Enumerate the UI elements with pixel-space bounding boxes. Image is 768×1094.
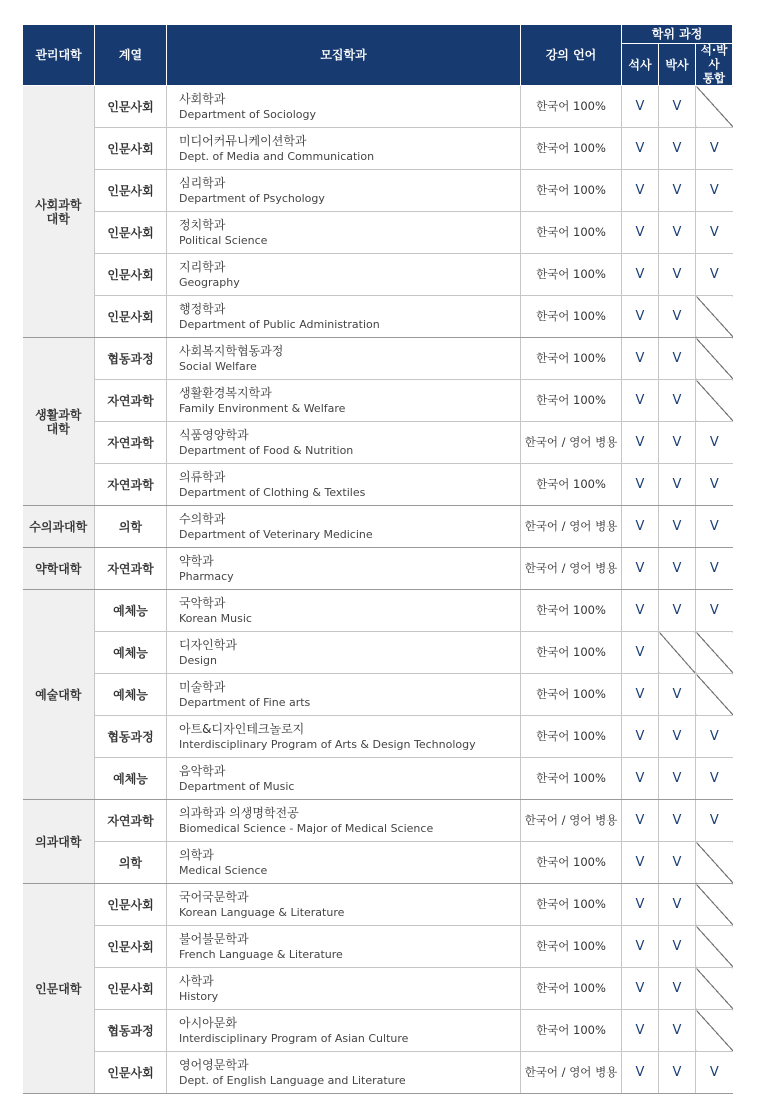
field-cell: 협동과정 <box>95 338 167 380</box>
department-english-name: Korean Music <box>179 612 252 626</box>
table-row <box>23 968 733 1010</box>
field-cell: 인문사회 <box>95 884 167 926</box>
master-available-mark: V <box>622 86 659 128</box>
field-cell: 인문사회 <box>95 926 167 968</box>
department-cell <box>167 632 521 674</box>
department-cell <box>167 170 521 212</box>
department-korean-name: 디자인학과 <box>179 638 237 653</box>
department-cell <box>167 590 521 632</box>
department-korean-name: 생활환경복지학과 <box>179 386 272 401</box>
language-cell: 한국어 100% <box>521 926 622 968</box>
department-english-name: Dept. of Media and Communication <box>179 150 375 164</box>
department-cell <box>167 674 521 716</box>
department-english-name: Pharmacy <box>179 570 234 584</box>
field-cell: 인문사회 <box>95 254 167 296</box>
table-row <box>23 338 733 380</box>
master-available-mark: V <box>622 632 659 674</box>
master-available-mark: V <box>622 212 659 254</box>
department-english-name: Department of Fine arts <box>179 696 311 710</box>
integrated-available-mark: V <box>696 758 733 800</box>
integrated-not-offered-slash <box>696 86 733 128</box>
department-korean-name: 국어국문학과 <box>179 890 249 905</box>
language-cell: 한국어 / 영어 병용 <box>521 1052 622 1094</box>
department-cell <box>167 548 521 590</box>
field-cell: 자연과학 <box>95 800 167 842</box>
table-row <box>23 170 733 212</box>
department-english-name: Dept. of English Language and Literature <box>179 1074 406 1088</box>
department-korean-name: 영어영문학과 <box>179 1058 249 1073</box>
doctor-available-mark: V <box>659 968 696 1010</box>
table-row <box>23 296 733 338</box>
field-cell: 예체능 <box>95 632 167 674</box>
department-korean-name: 사회복지학협동과정 <box>179 344 284 359</box>
integrated-not-offered-slash <box>696 968 733 1010</box>
department-korean-name: 의학과 <box>179 848 214 863</box>
department-english-name: Department of Clothing & Textiles <box>179 486 366 500</box>
integrated-available-mark: V <box>696 422 733 464</box>
department-cell <box>167 128 521 170</box>
field-cell: 인문사회 <box>95 968 167 1010</box>
department-cell <box>167 968 521 1010</box>
department-english-name: Department of Veterinary Medicine <box>179 528 373 542</box>
college-name: 인문대학 <box>23 884 95 1094</box>
table-row <box>23 842 733 884</box>
department-korean-name: 식품영양학과 <box>179 428 249 443</box>
department-english-name: Design <box>179 654 217 668</box>
doctor-available-mark: V <box>659 800 696 842</box>
table-row <box>23 1052 733 1094</box>
table-row <box>23 716 733 758</box>
department-cell <box>167 926 521 968</box>
department-korean-name: 심리학과 <box>179 176 226 191</box>
table-row <box>23 758 733 800</box>
field-cell: 의학 <box>95 506 167 548</box>
language-cell: 한국어 100% <box>521 296 622 338</box>
language-cell: 한국어 100% <box>521 128 622 170</box>
header-doctor: 박사 <box>659 44 696 86</box>
language-cell: 한국어 100% <box>521 968 622 1010</box>
integrated-not-offered-slash <box>696 338 733 380</box>
header-integrated <box>696 44 733 86</box>
master-available-mark: V <box>622 758 659 800</box>
language-cell: 한국어 100% <box>521 842 622 884</box>
department-korean-name: 음악학과 <box>179 764 226 779</box>
doctor-available-mark: V <box>659 380 696 422</box>
department-cell <box>167 842 521 884</box>
integrated-not-offered-slash <box>696 380 733 422</box>
field-cell: 인문사회 <box>95 212 167 254</box>
table-row <box>23 128 733 170</box>
language-cell: 한국어 / 영어 병용 <box>521 800 622 842</box>
doctor-available-mark: V <box>659 1052 696 1094</box>
department-korean-name: 미술학과 <box>179 680 226 695</box>
department-cell <box>167 716 521 758</box>
language-cell: 한국어 100% <box>521 170 622 212</box>
master-available-mark: V <box>622 590 659 632</box>
department-cell <box>167 758 521 800</box>
table-body <box>23 86 733 1094</box>
college-name: 사회과학 대학 <box>23 86 95 338</box>
department-korean-name: 의류학과 <box>179 470 226 485</box>
doctor-available-mark: V <box>659 338 696 380</box>
header-language: 강의 언어 <box>521 25 622 86</box>
language-cell: 한국어 / 영어 병용 <box>521 548 622 590</box>
field-cell: 인문사회 <box>95 128 167 170</box>
master-available-mark: V <box>622 674 659 716</box>
table-row <box>23 548 733 590</box>
integrated-not-offered-slash <box>696 296 733 338</box>
table-row <box>23 86 733 128</box>
department-cell <box>167 884 521 926</box>
table-row <box>23 1010 733 1052</box>
college-name: 약학대학 <box>23 548 95 590</box>
field-cell: 자연과학 <box>95 548 167 590</box>
department-english-name: Department of Public Administration <box>179 318 380 332</box>
department-cell <box>167 506 521 548</box>
doctor-available-mark: V <box>659 86 696 128</box>
master-available-mark: V <box>622 128 659 170</box>
language-cell: 한국어 100% <box>521 212 622 254</box>
department-korean-name: 미디어커뮤니케이션학과 <box>179 134 307 149</box>
master-available-mark: V <box>622 884 659 926</box>
language-cell: 한국어 100% <box>521 338 622 380</box>
language-cell: 한국어 100% <box>521 758 622 800</box>
header-managing-college: 관리대학 <box>23 25 95 86</box>
doctor-available-mark: V <box>659 422 696 464</box>
department-english-name: Department of Music <box>179 780 295 794</box>
department-english-name: Korean Language & Literature <box>179 906 345 920</box>
department-cell <box>167 380 521 422</box>
department-korean-name: 국악학과 <box>179 596 226 611</box>
college-name: 생활과학 대학 <box>23 338 95 506</box>
department-korean-name: 아시아문화 <box>179 1016 237 1031</box>
master-available-mark: V <box>622 548 659 590</box>
table-row <box>23 926 733 968</box>
department-cell <box>167 800 521 842</box>
field-cell: 자연과학 <box>95 380 167 422</box>
field-cell: 예체능 <box>95 674 167 716</box>
integrated-available-mark: V <box>696 590 733 632</box>
master-available-mark: V <box>622 170 659 212</box>
field-cell: 자연과학 <box>95 464 167 506</box>
integrated-available-mark: V <box>696 212 733 254</box>
header-department: 모집학과 <box>167 25 521 86</box>
integrated-available-mark: V <box>696 506 733 548</box>
integrated-available-mark: V <box>696 800 733 842</box>
department-korean-name: 의과학과 의생명학전공 <box>179 806 299 821</box>
department-cell <box>167 1010 521 1052</box>
department-korean-name: 행정학과 <box>179 302 226 317</box>
master-available-mark: V <box>622 800 659 842</box>
doctor-available-mark: V <box>659 128 696 170</box>
department-korean-name: 지리학과 <box>179 260 226 275</box>
master-available-mark: V <box>622 338 659 380</box>
department-english-name: French Language & Literature <box>179 948 343 962</box>
table-row <box>23 800 733 842</box>
integrated-not-offered-slash <box>696 842 733 884</box>
language-cell: 한국어 100% <box>521 380 622 422</box>
table-row <box>23 506 733 548</box>
field-cell: 인문사회 <box>95 170 167 212</box>
integrated-not-offered-slash <box>696 1010 733 1052</box>
department-cell <box>167 338 521 380</box>
doctor-available-mark: V <box>659 170 696 212</box>
header-degree-group: 학위 과정 <box>622 25 733 44</box>
department-english-name: Department of Sociology <box>179 108 316 122</box>
department-korean-name: 사학과 <box>179 974 214 989</box>
doctor-available-mark: V <box>659 590 696 632</box>
table-row <box>23 380 733 422</box>
field-cell: 협동과정 <box>95 1010 167 1052</box>
department-korean-name: 수의학과 <box>179 512 226 527</box>
header-field: 계열 <box>95 25 167 86</box>
department-english-name: Department of Food & Nutrition <box>179 444 354 458</box>
doctor-available-mark: V <box>659 464 696 506</box>
doctor-not-offered-slash <box>659 632 696 674</box>
table-row <box>23 674 733 716</box>
department-english-name: Medical Science <box>179 864 268 878</box>
table-header <box>23 25 733 86</box>
field-cell: 인문사회 <box>95 86 167 128</box>
table-row <box>23 422 733 464</box>
department-english-name: Interdisciplinary Program of Asian Culture <box>179 1032 409 1046</box>
department-english-name: Department of Psychology <box>179 192 325 206</box>
language-cell: 한국어 100% <box>521 86 622 128</box>
department-korean-name: 불어불문학과 <box>179 932 249 947</box>
language-cell: 한국어 / 영어 병용 <box>521 506 622 548</box>
doctor-available-mark: V <box>659 716 696 758</box>
doctor-available-mark: V <box>659 926 696 968</box>
integrated-available-mark: V <box>696 464 733 506</box>
header-integrated-label: 석·박사 통합 <box>700 43 728 85</box>
department-cell <box>167 86 521 128</box>
language-cell: 한국어 100% <box>521 716 622 758</box>
department-english-name: History <box>179 990 219 1004</box>
master-available-mark: V <box>622 716 659 758</box>
table-row <box>23 632 733 674</box>
language-cell: 한국어 100% <box>521 1010 622 1052</box>
doctor-available-mark: V <box>659 842 696 884</box>
table-row <box>23 464 733 506</box>
language-cell: 한국어 100% <box>521 884 622 926</box>
language-cell: 한국어 100% <box>521 464 622 506</box>
department-cell <box>167 254 521 296</box>
master-available-mark: V <box>622 296 659 338</box>
admissions-table <box>22 24 733 1094</box>
college-name: 예술대학 <box>23 590 95 800</box>
field-cell: 인문사회 <box>95 296 167 338</box>
department-korean-name: 약학과 <box>179 554 214 569</box>
field-cell: 예체능 <box>95 590 167 632</box>
department-korean-name: 정치학과 <box>179 218 226 233</box>
doctor-available-mark: V <box>659 758 696 800</box>
integrated-available-mark: V <box>696 128 733 170</box>
master-available-mark: V <box>622 1052 659 1094</box>
integrated-not-offered-slash <box>696 632 733 674</box>
language-cell: 한국어 100% <box>521 590 622 632</box>
master-available-mark: V <box>622 506 659 548</box>
department-korean-name: 사회학과 <box>179 92 226 107</box>
department-english-name: Geography <box>179 276 240 290</box>
doctor-available-mark: V <box>659 296 696 338</box>
doctor-available-mark: V <box>659 1010 696 1052</box>
master-available-mark: V <box>622 422 659 464</box>
master-available-mark: V <box>622 1010 659 1052</box>
doctor-available-mark: V <box>659 674 696 716</box>
department-english-name: Social Welfare <box>179 360 257 374</box>
department-english-name: Interdisciplinary Program of Arts & Design Technology <box>179 738 476 752</box>
field-cell: 예체능 <box>95 758 167 800</box>
master-available-mark: V <box>622 464 659 506</box>
integrated-available-mark: V <box>696 170 733 212</box>
master-available-mark: V <box>622 842 659 884</box>
master-available-mark: V <box>622 926 659 968</box>
table-row <box>23 590 733 632</box>
doctor-available-mark: V <box>659 506 696 548</box>
department-cell <box>167 464 521 506</box>
header-master: 석사 <box>622 44 659 86</box>
department-cell <box>167 422 521 464</box>
master-available-mark: V <box>622 254 659 296</box>
master-available-mark: V <box>622 380 659 422</box>
integrated-not-offered-slash <box>696 884 733 926</box>
table-row <box>23 212 733 254</box>
integrated-available-mark: V <box>696 548 733 590</box>
doctor-available-mark: V <box>659 884 696 926</box>
doctor-available-mark: V <box>659 212 696 254</box>
integrated-not-offered-slash <box>696 926 733 968</box>
table-row <box>23 884 733 926</box>
language-cell: 한국어 100% <box>521 632 622 674</box>
department-korean-name: 아트&디자인테크놀로지 <box>179 722 305 737</box>
table-row <box>23 254 733 296</box>
department-english-name: Family Environment & Welfare <box>179 402 346 416</box>
language-cell: 한국어 100% <box>521 254 622 296</box>
language-cell: 한국어 100% <box>521 674 622 716</box>
language-cell: 한국어 / 영어 병용 <box>521 422 622 464</box>
department-cell <box>167 212 521 254</box>
integrated-available-mark: V <box>696 1052 733 1094</box>
field-cell: 의학 <box>95 842 167 884</box>
department-english-name: Biomedical Science - Major of Medical Science <box>179 822 434 836</box>
master-available-mark: V <box>622 968 659 1010</box>
integrated-available-mark: V <box>696 254 733 296</box>
integrated-not-offered-slash <box>696 674 733 716</box>
department-cell <box>167 1052 521 1094</box>
field-cell: 협동과정 <box>95 716 167 758</box>
integrated-available-mark: V <box>696 716 733 758</box>
doctor-available-mark: V <box>659 254 696 296</box>
doctor-available-mark: V <box>659 548 696 590</box>
college-name: 수의과대학 <box>23 506 95 548</box>
college-name: 의과대학 <box>23 800 95 884</box>
department-english-name: Political Science <box>179 234 268 248</box>
department-cell <box>167 296 521 338</box>
field-cell: 인문사회 <box>95 1052 167 1094</box>
field-cell: 자연과학 <box>95 422 167 464</box>
